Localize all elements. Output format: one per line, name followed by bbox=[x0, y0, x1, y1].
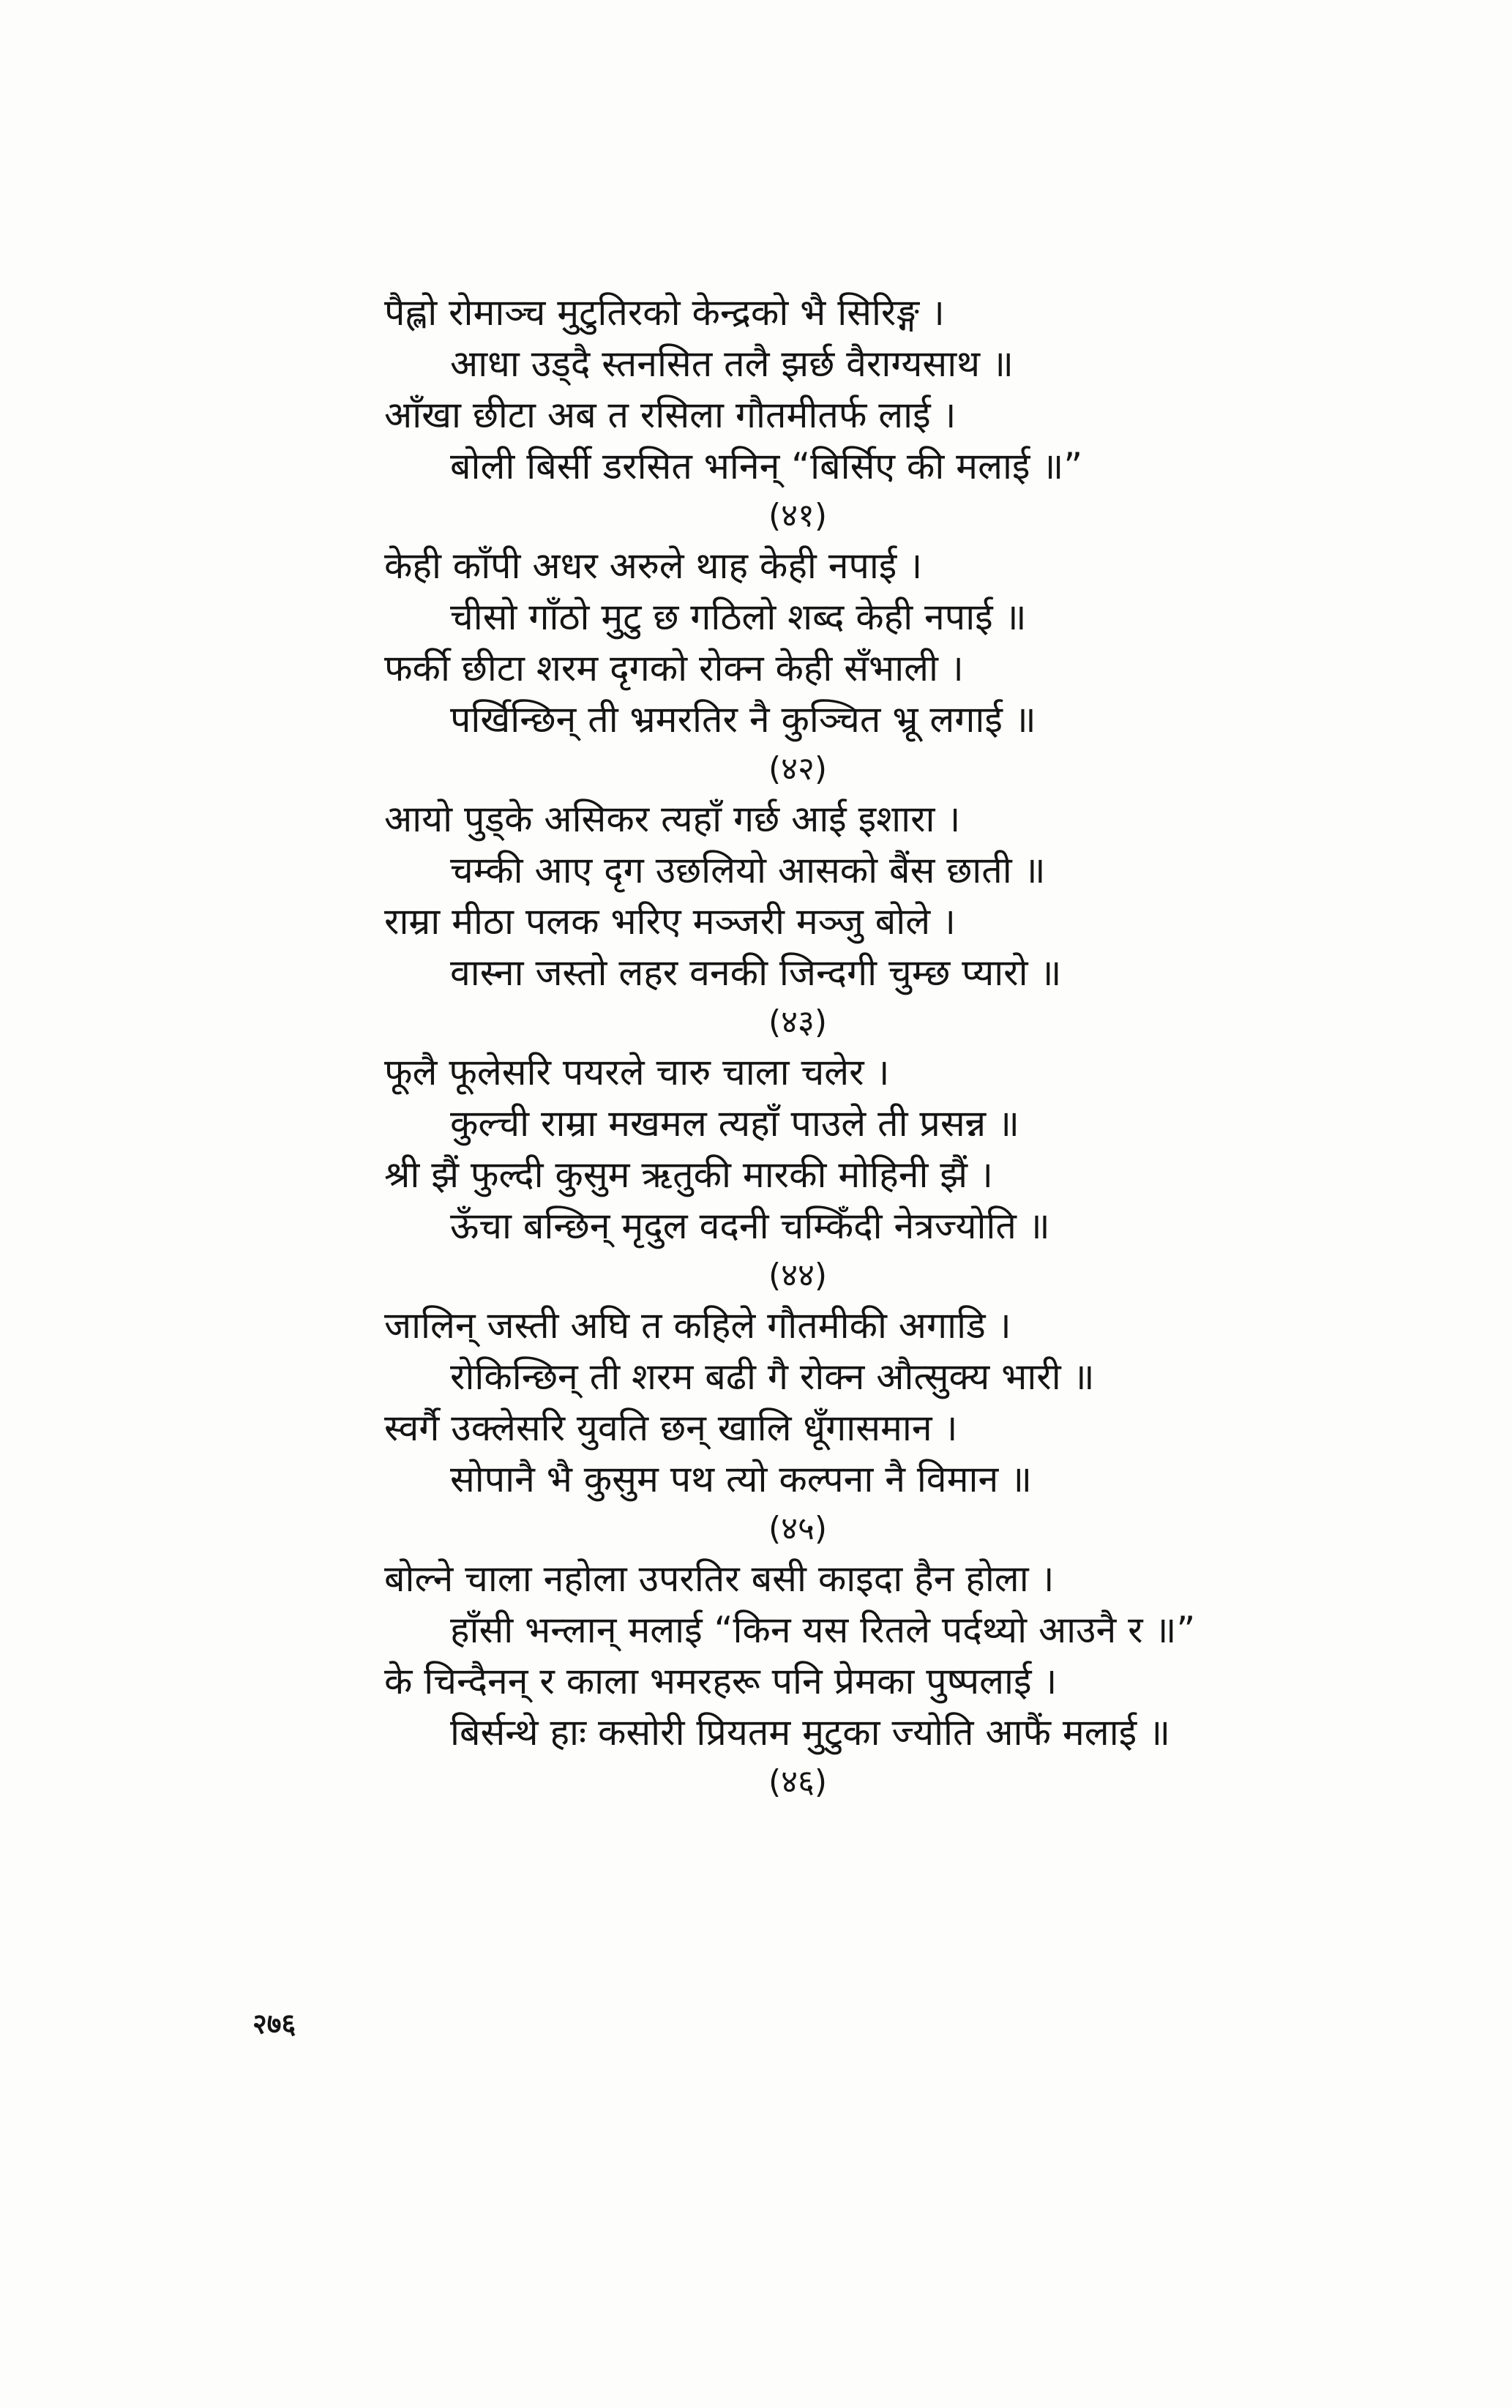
verse-line: वास्ना जस्तो लहर वनकी जिन्दगी चुम्छ प्यारो ॥ bbox=[450, 951, 1062, 994]
verse-line: फूलै फूलेसरि पयरले चारु चाला चलेर । bbox=[384, 1051, 890, 1093]
verse-line: श्री झैं फुल्दी कुसुम ऋतुकी मारकी मोहिनी झैं । bbox=[384, 1153, 993, 1196]
verse-line: बोली बिर्सी डरसित भनिन् “बिर्सिए की मलाई ॥” bbox=[450, 445, 1083, 487]
verse-number: (४१) bbox=[768, 497, 828, 534]
verse-line: बोल्ने चाला नहोला उपरतिर बसी काइदा हैन होला । bbox=[384, 1558, 1055, 1600]
stanza-45 bbox=[384, 1300, 1248, 1553]
verse-number: (४३) bbox=[768, 1003, 828, 1041]
verse-number: (४४) bbox=[768, 1257, 828, 1294]
stanza-41 bbox=[384, 287, 1248, 540]
verse-line: आँखा छीटा अब त रसिला गौतमीतर्फ लाई । bbox=[384, 394, 957, 436]
verse-line: रोकिन्छिन् ती शरम बढी गै रोक्न औत्सुक्य भारी ॥ bbox=[450, 1356, 1095, 1398]
verse-number: (४५) bbox=[768, 1510, 828, 1547]
verse-line: कुल्ची राम्रा मखमल त्यहाँ पाउले ती प्रसन्न ॥ bbox=[450, 1102, 1020, 1145]
stanza-43 bbox=[384, 793, 1248, 1047]
verse-line: हाँसी भन्लान् मलाई “किन यस रितले पर्दथ्यो आउनै र ॥” bbox=[450, 1609, 1196, 1651]
verse-number: (४६) bbox=[768, 1763, 828, 1801]
verse-line: बिर्सन्थे हाः कसोरी प्रियतम मुटुका ज्योति आफैं मलाई ॥ bbox=[450, 1711, 1171, 1754]
verse-line: चम्की आए दृग उछलियो आसको बैंस छाती ॥ bbox=[450, 849, 1046, 891]
verse-line: सोपानै भै कुसुम पथ त्यो कल्पना नै विमान ॥ bbox=[450, 1458, 1033, 1500]
verse-line: जालिन् जस्ती अघि त कहिले गौतमीकी अगाडि । bbox=[384, 1304, 1011, 1347]
verse-line: आधा उड्दै स्तनसित तलै झर्छ वैराग्यसाथ ॥ bbox=[450, 343, 1014, 385]
verse-line: फर्की छीटा शरम दृगको रोक्न केही सँभाली । bbox=[384, 647, 964, 689]
verse-line: राम्रा मीठा पलक भरिए मञ्जरी मञ्जु बोले । bbox=[384, 900, 957, 943]
stanza-46 bbox=[384, 1553, 1248, 1806]
verse-line: के चिन्दैनन् र काला भमरहरू पनि प्रेमका पुष्पलाई । bbox=[384, 1660, 1058, 1702]
verse-line: आयो पुड्के असिकर त्यहाँ गर्छ आई इशारा । bbox=[384, 798, 961, 840]
verse-line: चीसो गाँठो मुटु छ गठिलो शब्द केही नपाई ॥ bbox=[450, 596, 1027, 638]
verse-line: स्वर्गै उक्लेसरि युवति छन् खालि धूँगासमान । bbox=[384, 1407, 958, 1449]
stanza-44 bbox=[384, 1047, 1248, 1300]
stanza-42 bbox=[384, 540, 1248, 793]
poem-body bbox=[384, 287, 1248, 1806]
verse-line: ऊँचा बन्छिन् मृदुल वदनी चम्किँदी नेत्रज्योति ॥ bbox=[450, 1205, 1050, 1247]
verse-number: (४२) bbox=[768, 750, 828, 788]
page-number: २७६ bbox=[252, 2008, 296, 2040]
verse-line: पैह्लो रोमाञ्च मुटुतिरको केन्द्रको भै सिरिङ्ग । bbox=[384, 291, 945, 334]
verse-line: केही काँपी अधर अरुले थाह केही नपाई । bbox=[384, 545, 923, 587]
verse-line: पर्खिन्छिन् ती भ्रमरतिर नै कुञ्चित भ्रू लगाई ॥ bbox=[450, 698, 1036, 741]
